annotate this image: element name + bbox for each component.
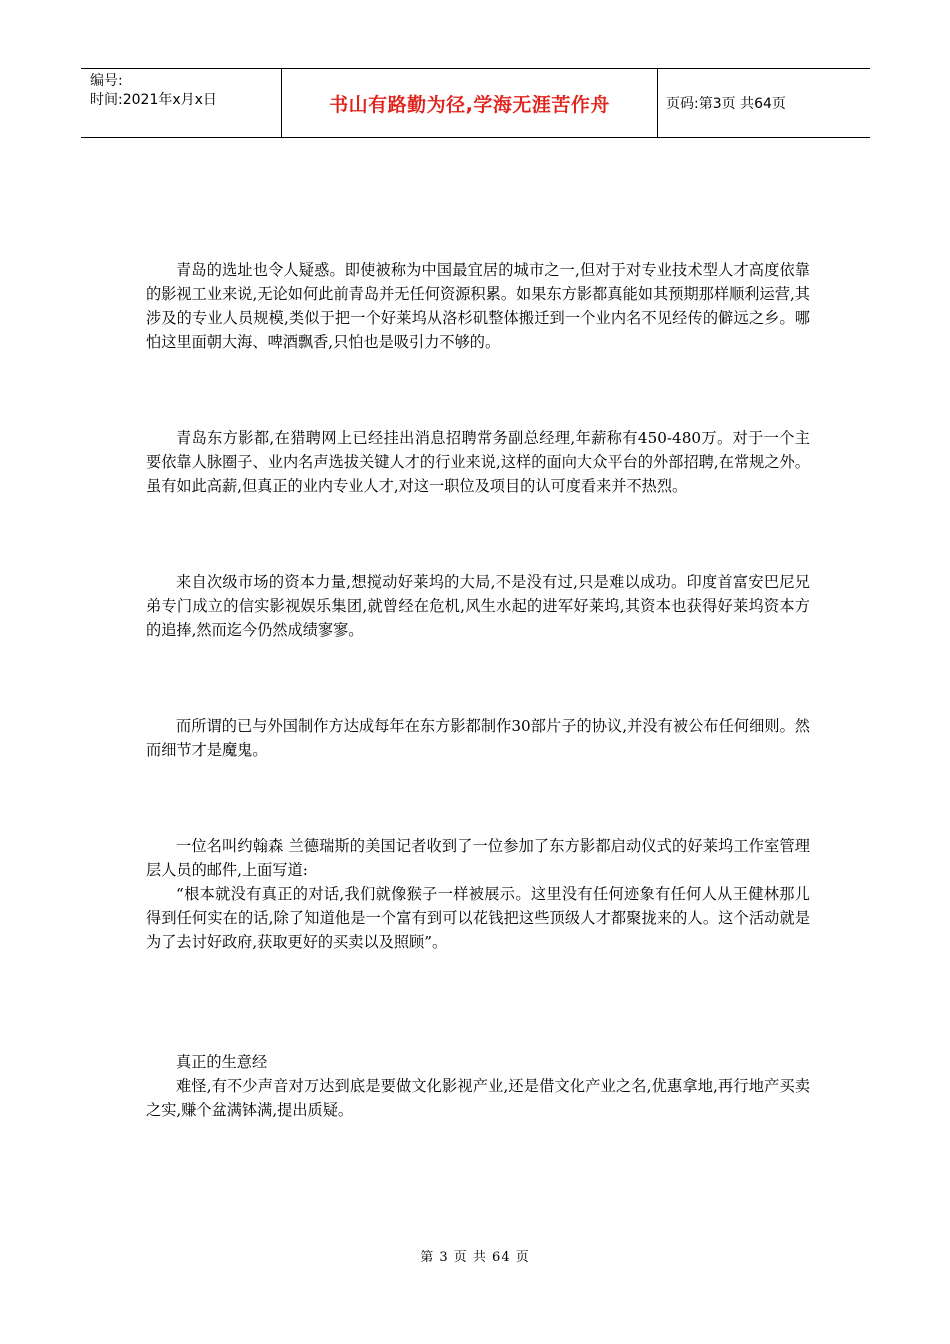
motto-text: 书山有路勤为径,学海无涯苦作舟 bbox=[329, 93, 610, 116]
paragraph: 一位名叫约翰森 兰德瑞斯的美国记者收到了一位参加了东方影都启动仪式的好莱坞工作室管理层人员的邮件,上面写道: bbox=[146, 837, 810, 879]
paragraph: 来自次级市场的资本力量,想搅动好莱坞的大局,不是没有过,只是难以成功。印度首富安巴尼兄弟专门成立的信实影视娱乐集团,就曾经在危机,风生水起的进军好莱坞,其资本也获得好莱坞资本方的追捧,然而迄今仍然成绩寥寥。 bbox=[146, 573, 810, 639]
document-body bbox=[146, 258, 810, 1122]
paragraph: 难怪,有不少声音对万达到底是要做文化影视产业,还是借文化产业之名,优惠拿地,再行地产买卖之实,赚个盆满钵满,提出质疑。 bbox=[146, 1077, 810, 1119]
quote-paragraph: “根本就没有真正的对话,我们就像猴子一样被展示。这里没有任何迹象有任何人从王健林那儿得到任何实在的话,除了知道他是一个富有到可以花钱把这些顶级人才都聚拢来的人。这个活动就是为了去讨好政府,获取更好的买卖以及照顾”。 bbox=[146, 885, 810, 951]
header-motto-cell bbox=[282, 69, 658, 137]
page-header bbox=[81, 68, 870, 138]
header-page-info: 页码:第3页 共64页 bbox=[666, 96, 786, 112]
paragraph: 青岛东方影都,在猎聘网上已经挂出消息招聘常务副总经理,年薪称有450-480万。对于一个主要依靠人脉圈子、业内名声选拔关键人才的行业来说,这样的面向大众平台的外部招聘,在常规之外。虽有如此高薪,但真正的业内专业人才,对这一职位及项目的认可度看来并不热烈。 bbox=[146, 429, 810, 495]
paragraph: 青岛的选址也令人疑惑。即使被称为中国最宜居的城市之一,但对于对专业技术型人才高度依靠的影视工业来说,无论如何此前青岛并无任何资源积累。如果东方影都真能如其预期那样顺利运营,其涉及的专业人员规模,类似于把一个好莱坞从洛杉矶整体搬迁到一个业内名不见经传的僻远之乡。哪怕这里面朝大海、啤酒飘香,只怕也是吸引力不够的。 bbox=[146, 261, 810, 351]
paragraph: 而所谓的已与外国制作方达成每年在东方影都制作30部片子的协议,并没有被公布任何细则。然而细节才是魔鬼。 bbox=[146, 717, 810, 759]
page-footer: 第 3 页 共 64 页 bbox=[420, 1250, 530, 1265]
document-number-label: 编号: bbox=[90, 73, 123, 89]
document-date: 时间:2021年x月x日 bbox=[90, 92, 217, 108]
section-heading: 真正的生意经 bbox=[176, 1053, 268, 1071]
header-meta bbox=[81, 69, 282, 137]
